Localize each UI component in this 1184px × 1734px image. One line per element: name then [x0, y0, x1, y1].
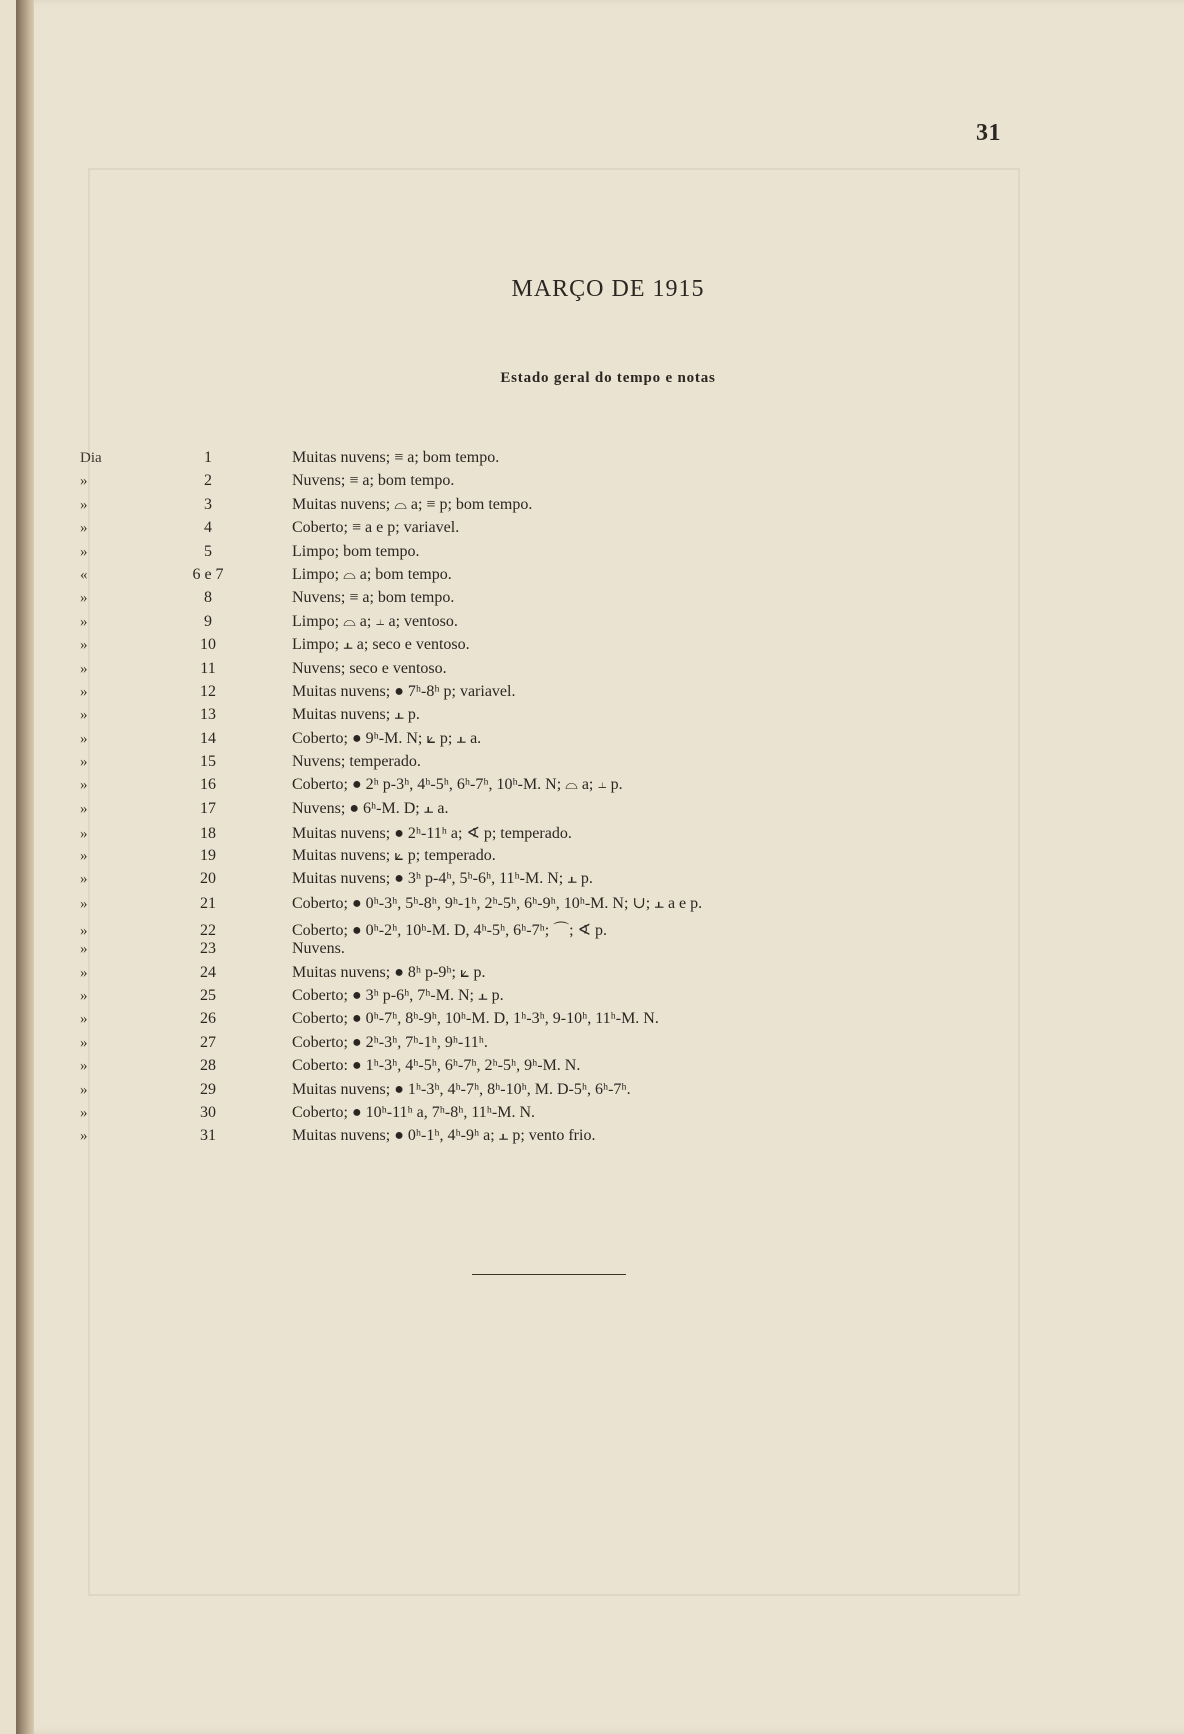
- list-item: [80, 870, 1120, 893]
- day-number: 15: [200, 753, 216, 771]
- weather-note: Nuvens; ● 6ʰ-M. D; ⫠ a.: [292, 799, 449, 817]
- day-number: 25: [200, 986, 216, 1004]
- day-prefix: Dia: [80, 450, 102, 466]
- day-prefix: »: [80, 637, 88, 654]
- weather-note: Limpo; bom tempo.: [292, 542, 420, 560]
- day-number: 11: [200, 659, 216, 677]
- page-binding-edge: [16, 0, 34, 1734]
- day-number: 10: [200, 636, 216, 654]
- list-item: [80, 472, 1120, 495]
- weather-note: Coberto; ● 2ʰ p-3ʰ, 4ʰ-5ʰ, 6ʰ-7ʰ, 10ʰ-M. N; ⌓ a; ⫠ p.: [292, 776, 623, 794]
- weather-note: Limpo; ⌓ a; bom tempo.: [292, 565, 452, 583]
- closing-rule: [472, 1274, 626, 1275]
- day-number: 28: [200, 1057, 216, 1075]
- day-number: 9: [204, 612, 212, 630]
- weather-note: Muitas nuvens; ● 1ʰ-3ʰ, 4ʰ-7ʰ, 8ʰ-10ʰ, M. D-5ʰ, 6ʰ-7ʰ.: [292, 1080, 631, 1098]
- day-prefix: »: [80, 964, 88, 981]
- weather-note: Nuvens; ≡ a; bom tempo.: [292, 472, 455, 490]
- list-item: [80, 800, 1120, 823]
- day-number: 6 e 7: [192, 565, 224, 583]
- list-item: [80, 987, 1120, 1010]
- page-number: 31: [976, 120, 1001, 146]
- day-number: 4: [204, 519, 212, 537]
- list-item: [80, 917, 1120, 940]
- list-item: [80, 589, 1120, 612]
- weather-note: Limpo; ⌓ a; ⫠ a; ventoso.: [292, 612, 458, 630]
- list-item: [80, 893, 1120, 916]
- day-number: 26: [200, 1010, 216, 1028]
- list-item: [80, 753, 1120, 776]
- weather-note: Coberto; ● 0ʰ-7ʰ, 8ʰ-9ʰ, 10ʰ-M. D, 1ʰ-3ʰ, 9-10ʰ, 11ʰ-M. N.: [292, 1010, 659, 1028]
- list-item: [80, 706, 1120, 729]
- list-item: [80, 1081, 1120, 1104]
- weather-note: Coberto; ● 10ʰ-11ʰ a, 7ʰ-8ʰ, 11ʰ-M. N.: [292, 1103, 536, 1121]
- list-item: [80, 1104, 1120, 1127]
- list-item: [80, 683, 1120, 706]
- day-number: 8: [204, 589, 212, 607]
- list-item: [80, 1034, 1120, 1057]
- day-prefix: »: [80, 777, 88, 794]
- list-item: [80, 776, 1120, 799]
- day-number: 30: [200, 1103, 216, 1121]
- day-number: 14: [200, 729, 216, 747]
- day-number: 31: [200, 1127, 216, 1145]
- weather-note: Muitas nuvens; ● 8ʰ p-9ʰ; ⟀ p.: [292, 963, 486, 981]
- weather-note: Muitas nuvens; ⫠ p.: [292, 706, 420, 724]
- day-prefix: »: [80, 987, 88, 1004]
- day-number: 21: [200, 895, 216, 913]
- day-number: 16: [200, 776, 216, 794]
- day-prefix: »: [80, 1011, 88, 1028]
- day-prefix: »: [80, 683, 88, 700]
- day-prefix: »: [80, 590, 88, 607]
- day-prefix: »: [80, 473, 88, 490]
- day-number: 27: [200, 1033, 216, 1051]
- day-prefix: »: [80, 1104, 88, 1121]
- weather-note: Muitas nuvens; ● 2ʰ-11ʰ a; ∢ p; temperado.: [292, 825, 572, 843]
- day-number: 22: [200, 921, 216, 939]
- weather-notes-list: [80, 449, 1120, 1151]
- list-item: [80, 1010, 1120, 1033]
- document-page: [16, 0, 1184, 1734]
- weather-note: Muitas nuvens; ≡ a; bom tempo.: [292, 449, 500, 466]
- weather-note: Muitas nuvens; ⌓ a; ≡ p; bom tempo.: [292, 495, 533, 513]
- day-prefix: »: [80, 847, 88, 864]
- day-number: 1: [204, 449, 212, 466]
- list-item: [80, 496, 1120, 519]
- day-prefix: «: [80, 566, 88, 583]
- weather-note: Coberto; ● 2ʰ-3ʰ, 7ʰ-1ʰ, 9ʰ-11ʰ.: [292, 1033, 488, 1051]
- day-number: 5: [204, 542, 212, 560]
- weather-note: Nuvens; ≡ a; bom tempo.: [292, 589, 455, 607]
- weather-note: Coberto; ● 0ʰ-2ʰ, 10ʰ-M. D, 4ʰ-5ʰ, 6ʰ-7ʰ; ⌒; ∢ p.: [292, 921, 608, 939]
- day-prefix: »: [80, 1081, 88, 1098]
- list-item: [80, 1057, 1120, 1080]
- day-prefix: »: [80, 707, 88, 724]
- list-item: [80, 823, 1120, 846]
- list-item: [80, 566, 1120, 589]
- day-number: 3: [204, 495, 212, 513]
- weather-note: Coberto; ● 0ʰ-3ʰ, 5ʰ-8ʰ, 9ʰ-1ʰ, 2ʰ-5ʰ, 6ʰ-9ʰ, 10ʰ-M. N; ∪; ⫠ a e p.: [292, 895, 703, 913]
- weather-note: Coberto: ● 1ʰ-3ʰ, 4ʰ-5ʰ, 6ʰ-7ʰ, 2ʰ-5ʰ, 9ʰ-M. N.: [292, 1057, 581, 1075]
- day-prefix: »: [80, 613, 88, 630]
- weather-note: Coberto; ● 3ʰ p-6ʰ, 7ʰ-M. N; ⫠ p.: [292, 986, 504, 1004]
- day-number: 17: [200, 799, 216, 817]
- list-item: [80, 730, 1120, 753]
- day-prefix: »: [80, 800, 88, 817]
- day-number: 2: [204, 472, 212, 490]
- day-number: 24: [200, 963, 216, 981]
- day-prefix: »: [80, 660, 88, 677]
- day-prefix: »: [80, 922, 88, 939]
- day-prefix: »: [80, 730, 88, 747]
- day-number: 12: [200, 682, 216, 700]
- list-item: [80, 519, 1120, 542]
- list-item: [80, 940, 1120, 963]
- list-item: [80, 613, 1120, 636]
- list-item: [80, 1127, 1120, 1150]
- day-prefix: »: [80, 896, 88, 913]
- list-item: [80, 847, 1120, 870]
- weather-note: Coberto; ≡ a e p; variavel.: [292, 519, 460, 537]
- list-item: [80, 449, 1120, 472]
- day-number: 29: [200, 1080, 216, 1098]
- weather-note: Limpo; ⫠ a; seco e ventoso.: [292, 636, 470, 654]
- day-prefix: »: [80, 826, 88, 843]
- day-prefix: »: [80, 871, 88, 888]
- section-subtitle: Estado geral do tempo e notas: [500, 370, 716, 386]
- day-prefix: »: [80, 941, 88, 958]
- list-item: [80, 543, 1120, 566]
- weather-note: Muitas nuvens; ⟀ p; temperado.: [292, 846, 496, 864]
- day-prefix: »: [80, 520, 88, 537]
- day-prefix: »: [80, 496, 88, 513]
- weather-note: Muitas nuvens; ● 0ʰ-1ʰ, 4ʰ-9ʰ a; ⫠ p; vento frio.: [292, 1127, 596, 1145]
- weather-note: Coberto; ● 9ʰ-M. N; ⟀ p; ⫠ a.: [292, 729, 482, 747]
- list-item: [80, 636, 1120, 659]
- page-title: MARÇO DE 1915: [511, 276, 705, 302]
- day-number: 23: [200, 940, 216, 958]
- day-number: 18: [200, 825, 216, 843]
- day-prefix: »: [80, 754, 88, 771]
- day-number: 20: [200, 870, 216, 888]
- day-prefix: »: [80, 1034, 88, 1051]
- weather-note: Nuvens; seco e ventoso.: [292, 659, 447, 677]
- weather-note: Nuvens.: [292, 940, 345, 958]
- weather-note: Muitas nuvens; ● 3ʰ p-4ʰ, 5ʰ-6ʰ, 11ʰ-M. N; ⫠ p.: [292, 870, 593, 888]
- day-prefix: »: [80, 1058, 88, 1075]
- list-item: [80, 964, 1120, 987]
- day-number: 19: [200, 846, 216, 864]
- day-prefix: »: [80, 1128, 88, 1145]
- day-number: 13: [200, 706, 216, 724]
- weather-note: Muitas nuvens; ● 7ʰ-8ʰ p; variavel.: [292, 682, 516, 700]
- day-prefix: »: [80, 543, 88, 560]
- list-item: [80, 660, 1120, 683]
- weather-note: Nuvens; temperado.: [292, 753, 421, 771]
